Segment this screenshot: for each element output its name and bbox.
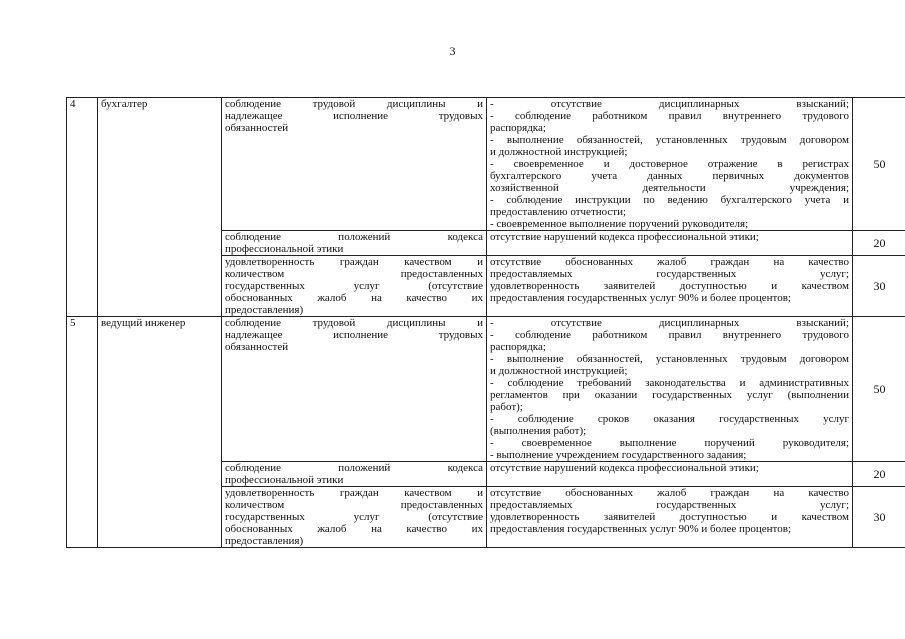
text-line: и должностной инструкцией; (490, 365, 628, 377)
text-line: профессиональной этики (225, 474, 344, 486)
text-line: обоснованных жалоб на качество их (225, 523, 483, 535)
points-cell: 30 (853, 487, 905, 548)
indicator-cell (222, 231, 487, 256)
text-line: отсутствие нарушений кодекса профессиональной этики; (490, 231, 759, 243)
text-line: предоставления государственных услуг 90% и более процентов; (490, 292, 791, 304)
text-line: государственных услуг (отсутствие (225, 280, 483, 292)
indicator-cell (222, 317, 487, 462)
text-line: - своевременное и достоверное отражение в регистрах (490, 158, 849, 170)
text-line: регламентов при оказании государственных услуг (выполнении (490, 389, 849, 401)
points-cell: 20 (853, 462, 905, 487)
indicator-cell (222, 462, 487, 487)
text-line: удовлетворенность заявителей доступностью и качеством (490, 280, 849, 292)
points-cell: 30 (853, 256, 905, 317)
text-line: предоставления государственных услуг 90% и более процентов; (490, 523, 791, 535)
text-line: - соблюдение сроков оказания государственных услуг (490, 413, 849, 425)
text-line: обязанностей (225, 341, 289, 353)
text-line: (выполнения работ); (490, 425, 587, 437)
text-line: надлежащее исполнение трудовых (225, 329, 483, 341)
text-line: - соблюдение инструкции по ведению бухгалтерского учета и (490, 194, 849, 206)
table-row (67, 317, 905, 462)
text-line: - своевременное выполнение поручений руководителя; (490, 218, 749, 230)
text-line: предоставления) (225, 535, 304, 547)
text-line: удовлетворенность граждан качеством и (225, 487, 483, 499)
indicator-cell (222, 98, 487, 231)
text-line: предоставления) (225, 304, 304, 316)
text-line: предоставляемых государственных услуг; (490, 499, 849, 511)
text-line: - своевременное выполнение поручений руководителя; (490, 437, 849, 449)
text-line: и должностной инструкцией; (490, 146, 628, 158)
text-line: распорядка; (490, 341, 546, 353)
text-line: - выполнение учреждением государственного задания; (490, 449, 747, 461)
indicator-cell (222, 256, 487, 317)
text-line: распорядка; (490, 122, 546, 134)
text-line: предоставлению отчетности; (490, 206, 627, 218)
text-line: соблюдение трудовой дисциплины и (225, 98, 483, 110)
text-line: отсутствие нарушений кодекса профессиональной этики; (490, 462, 759, 474)
position-name: бухгалтер (98, 98, 222, 317)
text-line: профессиональной этики (225, 243, 344, 255)
conditions-cell (487, 256, 853, 317)
conditions-cell (487, 231, 853, 256)
text-line: предоставляемых государственных услуг; (490, 268, 849, 280)
text-line: удовлетворенность граждан качеством и (225, 256, 483, 268)
text-line: государственных услуг (отсутствие (225, 511, 483, 523)
text-line: удовлетворенность заявителей доступностью и качеством (490, 511, 849, 523)
position-name: ведущий инженер (98, 317, 222, 548)
text-line: - выполнение обязанностей, установленных трудовым договором (490, 134, 849, 146)
text-line: - соблюдение работником правил внутреннего трудового (490, 329, 849, 341)
text-line: количеством предоставленных (225, 268, 483, 280)
conditions-cell (487, 462, 853, 487)
text-line: соблюдение положений кодекса (225, 231, 483, 243)
points-cell: 50 (853, 98, 905, 231)
points-cell: 20 (853, 231, 905, 256)
row-number: 4 (67, 98, 98, 317)
text-line: хозяйственной деятельности учреждения; (490, 182, 849, 194)
text-line: работ); (490, 401, 523, 413)
text-line: соблюдение трудовой дисциплины и (225, 317, 483, 329)
text-line: отсутствие обоснованных жалоб граждан на качество (490, 487, 849, 499)
criteria-table-body (67, 98, 905, 548)
row-number: 5 (67, 317, 98, 548)
conditions-cell (487, 98, 853, 231)
text-line: соблюдение положений кодекса (225, 462, 483, 474)
text-line: - соблюдение работником правил внутреннего трудового (490, 110, 849, 122)
text-line: - отсутствие дисциплинарных взысканий; (490, 98, 849, 110)
text-line: бухгалтерского учета данных первичных документов (490, 170, 849, 182)
text-line: обоснованных жалоб на качество их (225, 292, 483, 304)
text-line: - выполнение обязанностей, установленных трудовым договором (490, 353, 849, 365)
text-line: количеством предоставленных (225, 499, 483, 511)
conditions-cell (487, 317, 853, 462)
table-row (67, 98, 905, 231)
page-number: 3 (449, 44, 456, 58)
conditions-cell (487, 487, 853, 548)
text-line: обязанностей (225, 122, 289, 134)
text-line: надлежащее исполнение трудовых (225, 110, 483, 122)
text-line: - отсутствие дисциплинарных взысканий; (490, 317, 849, 329)
text-line: - соблюдение требований законодательства и административных (490, 377, 849, 389)
text-line: отсутствие обоснованных жалоб граждан на качество (490, 256, 849, 268)
criteria-table (66, 97, 905, 548)
points-cell: 50 (853, 317, 905, 462)
indicator-cell (222, 487, 487, 548)
